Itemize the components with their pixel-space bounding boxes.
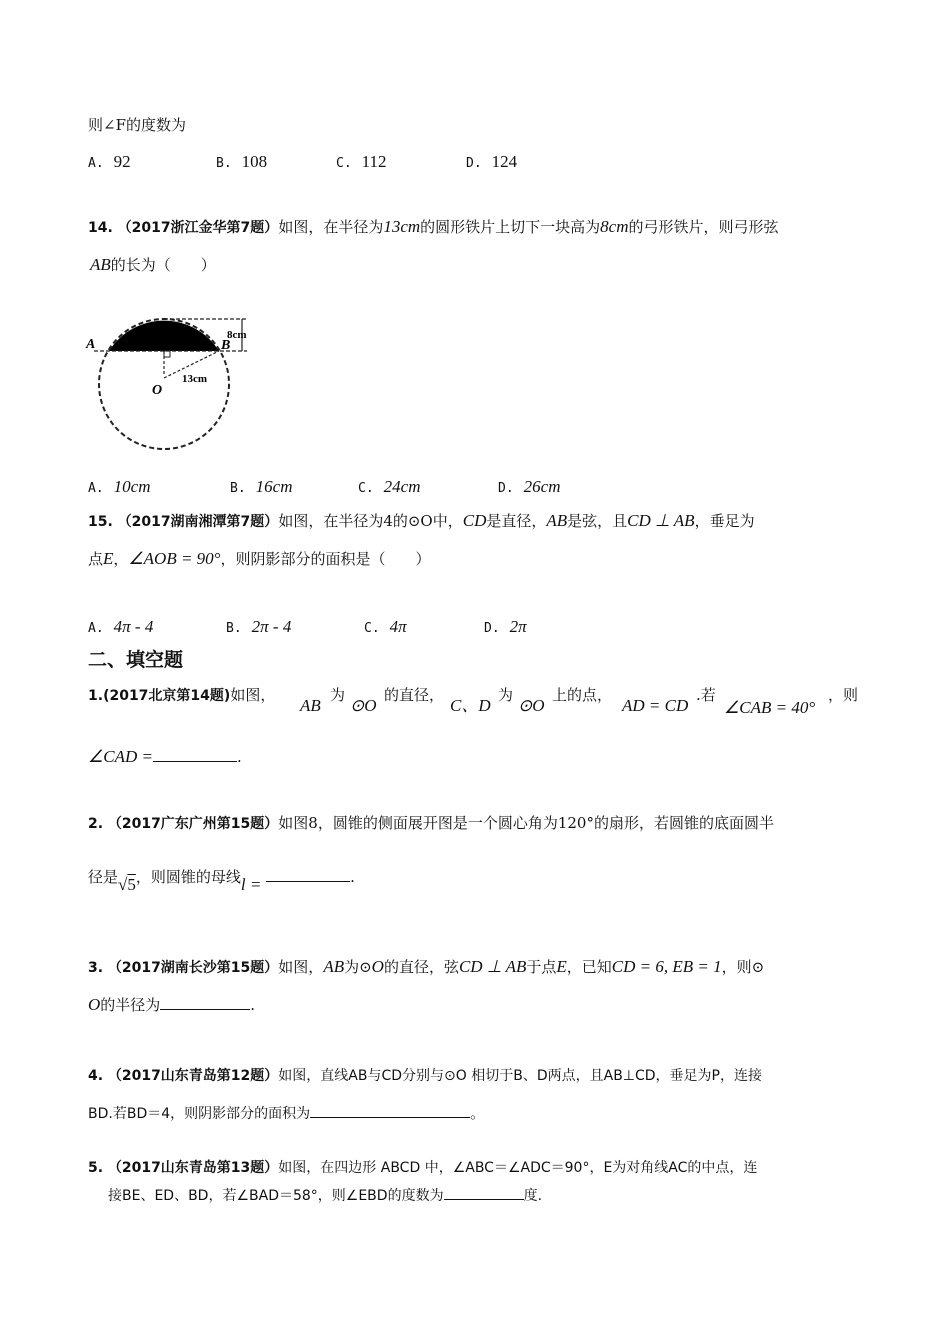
question-number: 1. (88, 688, 104, 704)
question-source: （2017山东青岛第13题） (107, 1160, 279, 1176)
option-label: A. (88, 156, 104, 171)
option-label: A. (88, 481, 104, 496)
angle-expr: ∠AOB = 90° (128, 549, 221, 568)
option-label: B. (226, 621, 242, 636)
q14-option-d[interactable] (498, 476, 560, 500)
option-label: D. (466, 156, 482, 171)
option-value: 2π - 4 (251, 617, 292, 636)
label-o: O (152, 383, 163, 398)
f1-t6: .若 (696, 686, 716, 704)
f1-cd (450, 695, 491, 717)
stem-text: ，则圆锥的母线 (135, 868, 241, 886)
question-source: （2017浙江金华第7题） (117, 220, 279, 236)
given-expr: CD = 6, EB = 1 (611, 957, 722, 976)
sqrt-value: 5 (127, 875, 136, 894)
question-number: 14. (88, 220, 113, 236)
f1-t5: 上的点， (552, 686, 613, 704)
label-radius: 13cm (182, 373, 208, 385)
q15-option-b[interactable] (226, 616, 291, 640)
f1-t4: 为 (498, 686, 514, 704)
q15-option-a[interactable] (88, 616, 153, 640)
foot-label: E (103, 549, 114, 568)
option-value: 16cm (255, 477, 293, 496)
q13-option-a[interactable] (88, 151, 131, 175)
f4-stem-line1 (88, 1064, 762, 1087)
radius-value: 13cm (383, 217, 421, 236)
right-angle-mark (164, 351, 170, 357)
segment-shaded (109, 321, 219, 351)
option-label: D. (484, 621, 500, 636)
q13-option-c[interactable] (336, 151, 387, 175)
q15-stem-line1 (88, 510, 755, 533)
q13-stem: 则∠F的度数为 (88, 116, 186, 134)
f1-t2: 为 (330, 686, 346, 704)
option-label: C. (336, 156, 352, 171)
answer-blank[interactable] (266, 867, 350, 882)
circle-symbol: ⊙O (518, 696, 545, 715)
ask-expr: ∠CAD = (88, 747, 153, 766)
q14-stem-line1 (88, 216, 779, 239)
stem-text: 的弓形铁片，则弓形弦 (628, 218, 779, 236)
q14-circle-figure (84, 302, 264, 452)
question-source: （2017湖南长沙第15题） (107, 960, 279, 976)
stem-text: ，则阴影部分的面积是（ ） (220, 550, 431, 568)
chord-label: AB (90, 255, 111, 274)
stem-text: 的半径为 (100, 996, 161, 1014)
center-label: O (371, 957, 384, 976)
question-number: 2. (88, 816, 104, 832)
stem-text: 如图， (278, 958, 324, 976)
f4-stem-line2 (88, 1102, 485, 1125)
q13-option-b[interactable] (216, 151, 267, 175)
stem-text: 于点 (526, 958, 557, 976)
f1-t3: 的直径， (384, 686, 445, 704)
f1-t7: ，则 (828, 686, 859, 704)
stem-text: 如图， (230, 686, 276, 704)
f3-stem-line1 (88, 956, 764, 979)
height-value: 8cm (600, 217, 629, 236)
stem-text: 为⊙ (344, 958, 372, 976)
stem-text: 是直径， (486, 512, 547, 530)
option-label: A. (88, 621, 104, 636)
f1-angle (724, 697, 815, 719)
option-value: 4π (389, 617, 407, 636)
circle-symbol: ⊙O (350, 696, 377, 715)
q15-stem-line2 (88, 548, 431, 570)
perpendicular-expr: CD ⊥ AB (627, 511, 695, 530)
stem-text: 的长为（ ） (110, 256, 216, 274)
q14-option-a[interactable] (88, 476, 150, 500)
f1-o2 (518, 695, 545, 717)
angle-expr: ∠CAB = 40° (724, 698, 816, 717)
option-value: 92 (113, 152, 131, 171)
chord-label: AB (546, 511, 568, 530)
option-label: C. (364, 621, 380, 636)
stem-text: ，则⊙ (721, 958, 765, 976)
option-label: D. (498, 481, 514, 496)
option-value: 124 (491, 152, 518, 171)
stem-text: 如图，在半径为4的⊙O中， (278, 512, 463, 530)
label-b: B (221, 338, 231, 353)
f1-o (350, 695, 377, 717)
question-number: 5. (88, 1160, 104, 1176)
f2-stem-line1 (88, 812, 774, 835)
answer-blank[interactable] (160, 995, 250, 1010)
stem-text: BD.若BD＝4，则阴影部分的面积为 (88, 1106, 311, 1122)
f5-stem-line2 (108, 1184, 542, 1207)
f5-stem-line1 (88, 1156, 757, 1179)
stem-text: 如图，直线AB与CD分别与⊙O 相切于B、D两点，且AB⊥CD，垂足为P，连接 (278, 1068, 762, 1084)
foot-label: E (556, 957, 567, 976)
q15-option-d[interactable] (484, 616, 527, 640)
period: . (236, 748, 242, 766)
f1-ab (300, 695, 321, 717)
f3-stem-line2 (88, 994, 255, 1016)
question-source: （2017山东青岛第12题） (107, 1068, 279, 1084)
option-value: 26cm (523, 477, 561, 496)
sqrt-expr: √5 (118, 875, 136, 894)
f1-eq (622, 695, 688, 717)
option-label: B. (216, 156, 232, 171)
diameter-label: AB (323, 957, 345, 976)
q14-option-b[interactable] (230, 476, 292, 500)
stem-text: 如图8，圆锥的侧面展开图是一个圆心角为120°的扇形，若圆锥的底面圆半 (278, 814, 774, 832)
stem-text: 是弦，且 (567, 512, 628, 530)
section-title: 二、填空题 (88, 649, 184, 671)
center-label: O (88, 995, 101, 1014)
question-source: (2017北京第14题) (103, 688, 231, 704)
stem-text: ， (113, 550, 129, 568)
stem-text: ，已知 (566, 958, 612, 976)
stem-text: 如图，在半径为 (278, 218, 384, 236)
f1-stem-line1 (88, 684, 275, 707)
question-number: 4. (88, 1068, 104, 1084)
f1-answer-line (88, 746, 242, 768)
stem-text: ，垂足为 (694, 512, 755, 530)
stem-text: 径是 (88, 868, 119, 886)
option-label: B. (230, 481, 246, 496)
slant-label: l = (240, 875, 262, 894)
question-source: （2017湖南湘潭第7题） (117, 514, 279, 530)
option-value: 112 (361, 152, 387, 171)
stem-text: 如图，在四边形 ABCD 中，∠ABC＝∠ADC＝90°，E为对角线AC的中点，连 (278, 1160, 758, 1176)
perpendicular-expr: CD ⊥ AB (458, 957, 527, 976)
option-value: 108 (241, 152, 268, 171)
period: . (250, 996, 256, 1014)
option-label: C. (358, 481, 374, 496)
option-value: 4π - 4 (113, 617, 154, 636)
question-number: 3. (88, 960, 104, 976)
q13-option-d[interactable] (466, 151, 517, 175)
equality-expr: AD = CD (622, 696, 689, 715)
stem-text: 的直径，弦 (383, 958, 459, 976)
diameter-label: AB (300, 696, 321, 715)
option-value: 2π (509, 617, 527, 636)
stem-text: 点 (88, 550, 104, 568)
question-number: 15. (88, 514, 113, 530)
answer-blank[interactable] (310, 1103, 470, 1118)
f2-stem-line2 (88, 866, 355, 894)
label-a: A (86, 337, 96, 352)
points-label: C、D (450, 696, 491, 715)
option-value: 10cm (113, 477, 151, 496)
answer-blank[interactable] (153, 747, 237, 762)
stem-text: 接BE、ED、BD，若∠BAD＝58°，则∠EBD的度数为 (108, 1188, 444, 1204)
answer-blank[interactable] (444, 1185, 524, 1200)
unit: 度. (523, 1188, 543, 1204)
diameter-label: CD (462, 511, 487, 530)
q15-option-c[interactable] (364, 616, 407, 640)
stem-text: 的圆形铁片上切下一块高为 (420, 218, 601, 236)
q14-stem-line2 (90, 254, 216, 276)
label-height: 8cm (227, 329, 247, 341)
question-source: （2017广东广州第15题） (107, 816, 279, 832)
q14-option-c[interactable] (358, 476, 420, 500)
period: . (350, 868, 355, 886)
option-value: 24cm (383, 477, 421, 496)
period: 。 (470, 1104, 486, 1122)
